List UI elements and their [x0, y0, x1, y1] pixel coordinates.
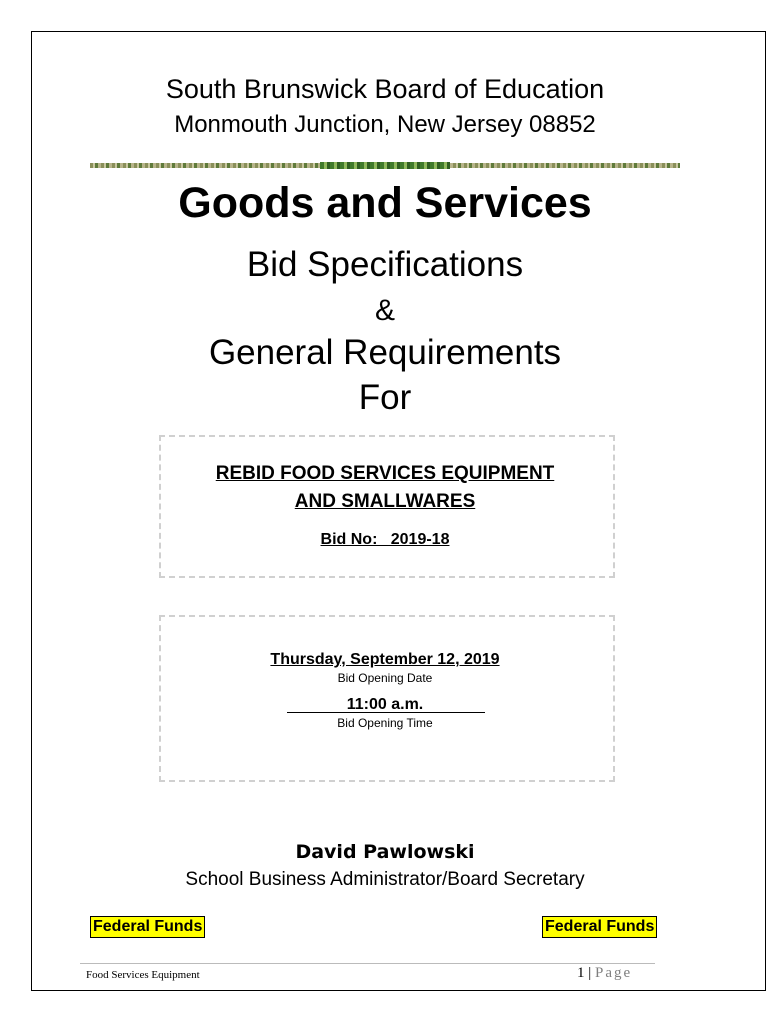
- project-name: [0, 460, 770, 516]
- page-label: Page: [595, 965, 633, 981]
- federal-funds-badge-left: Federal Funds: [90, 916, 205, 938]
- subtitle-line-3: For: [358, 378, 412, 417]
- document-title: Goods and Services: [178, 179, 592, 227]
- organization-name: South Brunswick Board of Education: [165, 74, 605, 104]
- page-separator: |: [584, 965, 596, 981]
- bid-opening-time-caption: Bid Opening Time: [337, 716, 433, 730]
- subtitle-line-2: General Requirements: [208, 333, 562, 372]
- project-name-line-2: AND SMALLWARES: [294, 491, 476, 512]
- footer-divider: [80, 963, 655, 964]
- subtitle-ampersand: &: [374, 294, 395, 327]
- subtitle-line-1: Bid Specifications: [246, 245, 524, 284]
- federal-funds-badge-right: Federal Funds: [542, 916, 657, 938]
- organization-location: Monmouth Junction, New Jersey 08852: [174, 111, 596, 138]
- signatory-title: School Business Administrator/Board Secretary: [185, 869, 585, 890]
- signatory-name: David Pawlowski: [295, 841, 475, 863]
- footer-document-name: Food Services Equipment: [86, 969, 200, 981]
- footer-page-number: [577, 965, 632, 982]
- page-number: 1: [577, 965, 585, 981]
- bid-opening-date: Thursday, September 12, 2019: [270, 651, 500, 668]
- decorative-divider-center: [320, 162, 450, 169]
- bid-opening-time: 11:00 a.m.: [346, 696, 424, 713]
- project-name-line-1: REBID FOOD SERVICES EQUIPMENT: [215, 463, 555, 484]
- bid-number: Bid No: 2019-18: [320, 531, 450, 548]
- bid-opening-time-underline: [287, 712, 485, 713]
- bid-opening-date-caption: Bid Opening Date: [337, 671, 433, 685]
